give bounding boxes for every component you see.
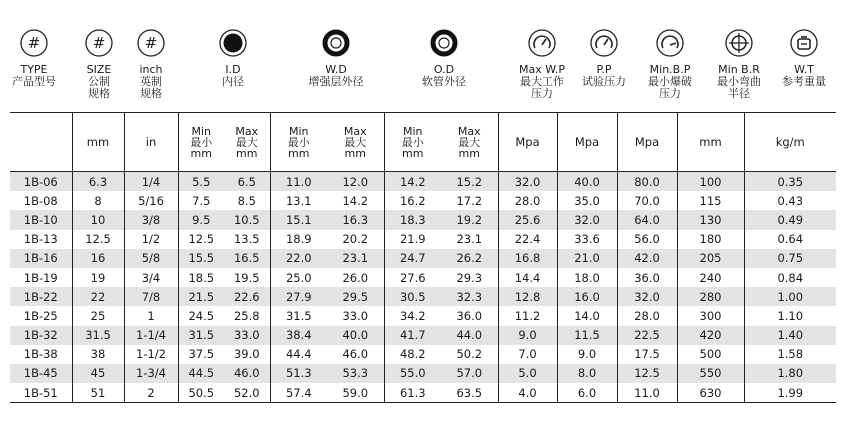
header-min-br (708, 28, 770, 100)
units-cell: Max 最大 mm (224, 113, 270, 172)
units-cell: Min 最小 mm (270, 113, 327, 172)
value-cell: 8.0 (557, 364, 617, 383)
units-cell: Min 最小 mm (178, 113, 224, 172)
header-sublabel: 英制 规格 (140, 75, 162, 100)
value-cell: 15.1 (270, 210, 327, 229)
value-cell: 40.0 (327, 326, 384, 345)
header-sublabel: 公制 规格 (88, 75, 110, 100)
value-cell: 12.5 (72, 230, 124, 249)
value-cell: 7.0 (498, 345, 557, 364)
value-cell: 10.5 (224, 210, 270, 229)
model-cell: 1B-22 (10, 287, 72, 306)
units-cell: Max 最大 mm (327, 113, 384, 172)
value-cell: 5.5 (178, 172, 224, 192)
value-cell: 16.2 (384, 191, 441, 210)
value-cell: 17.5 (617, 345, 677, 364)
header-max-wp (512, 28, 572, 100)
table-row (10, 326, 836, 345)
value-cell: 14.4 (498, 268, 557, 287)
table-row (10, 172, 836, 192)
value-cell: 7/8 (124, 287, 178, 306)
value-cell: 53.3 (327, 364, 384, 383)
value-cell: 2 (124, 383, 178, 403)
value-cell: 14.0 (557, 306, 617, 325)
table-row (10, 210, 836, 229)
units-cell: Max 最大 mm (441, 113, 498, 172)
table-row (10, 268, 836, 287)
value-cell: 9.0 (498, 326, 557, 345)
header-sublabel: 最小爆破 压力 (648, 75, 692, 100)
value-cell: 25 (72, 306, 124, 325)
value-cell: 0.43 (744, 191, 836, 210)
value-cell: 35.0 (557, 191, 617, 210)
header-wd (286, 28, 386, 88)
model-cell: 1B-45 (10, 364, 72, 383)
value-cell: 6.5 (224, 172, 270, 192)
table-row (10, 364, 836, 383)
value-cell: 1.99 (744, 383, 836, 403)
value-cell: 32.0 (557, 210, 617, 229)
value-cell: 0.35 (744, 172, 836, 192)
value-cell: 18.0 (557, 268, 617, 287)
value-cell: 10 (72, 210, 124, 229)
value-cell: 50.5 (178, 383, 224, 403)
value-cell: 59.0 (327, 383, 384, 403)
value-cell: 280 (677, 287, 744, 306)
value-cell: 9.5 (178, 210, 224, 229)
weight-icon (789, 28, 819, 58)
header-label: Min.B.P (649, 63, 691, 76)
value-cell: 44.0 (441, 326, 498, 345)
value-cell: 3/8 (124, 210, 178, 229)
value-cell: 31.5 (72, 326, 124, 345)
value-cell: 39.0 (233, 347, 260, 362)
value-cell: 18.9 (270, 230, 327, 249)
value-cell: 29.5 (327, 287, 384, 306)
value-cell: 33.0 (224, 326, 270, 345)
value-cell: 16.3 (327, 210, 384, 229)
value-cell: 57.4 (270, 383, 327, 403)
header-od (404, 28, 484, 88)
value-cell: 23.1 (456, 232, 483, 247)
value-cell: 20.2 (342, 232, 369, 247)
value-cell: 42.0 (617, 249, 677, 268)
spec-table (10, 112, 836, 403)
value-cell: 5/16 (124, 191, 178, 210)
value-cell: 44.5 (178, 364, 224, 383)
value-cell: 37.5 (178, 345, 224, 364)
value-cell: 64.0 (617, 210, 677, 229)
header-sublabel: 产品型号 (12, 75, 56, 88)
header-label: W.T (794, 63, 814, 76)
value-cell: 1/2 (124, 230, 178, 249)
value-cell: 63.5 (441, 383, 498, 403)
hash-icon (84, 28, 114, 58)
table-row (10, 249, 836, 268)
gauge-icon (589, 28, 619, 58)
value-cell: 1-1/4 (124, 326, 178, 345)
table-row (10, 191, 836, 210)
header-sublabel: 试验压力 (582, 75, 626, 88)
value-cell: 100 (677, 172, 744, 192)
value-cell: 550 (677, 364, 744, 383)
value-cell: 70.0 (617, 191, 677, 210)
value-cell: 1-1/2 (124, 345, 178, 364)
value-cell: 1 (124, 306, 178, 325)
value-cell: 420 (677, 326, 744, 345)
value-cell: 41.7 (384, 326, 441, 345)
value-cell: 9.0 (557, 345, 617, 364)
value-cell: 16.8 (498, 249, 557, 268)
value-cell: 27.6 (384, 268, 441, 287)
value-cell: 22 (72, 287, 124, 306)
value-cell: 1.58 (744, 345, 836, 364)
value-cell: 14.2 (384, 172, 441, 192)
value-cell: 14.2 (342, 193, 369, 208)
table-row (10, 287, 836, 306)
units-cell: Min 最小 mm (384, 113, 441, 172)
value-cell: 50.2 (456, 347, 483, 362)
value-cell: 46.0 (224, 364, 270, 383)
units-cell: mm (72, 113, 124, 172)
units-cell: Mpa (617, 113, 677, 172)
value-cell: 1/4 (124, 172, 178, 192)
ring-icon (429, 28, 459, 58)
value-cell: 8 (72, 191, 124, 210)
model-cell: 1B-10 (10, 210, 72, 229)
value-cell: 11.2 (498, 306, 557, 325)
header-size (76, 28, 122, 100)
units-cell-type (10, 113, 72, 172)
model-cell: 1B-19 (23, 270, 58, 285)
value-cell: 28.0 (617, 306, 677, 325)
units-cell: mm (677, 113, 744, 172)
value-cell: 1.40 (744, 326, 836, 345)
value-cell: 52.0 (224, 383, 270, 403)
value-cell: 57.0 (441, 364, 498, 383)
ring-icon (321, 28, 351, 58)
value-cell: 630 (677, 383, 744, 403)
header-wt (774, 28, 834, 88)
value-cell: 21.0 (557, 249, 617, 268)
value-cell: 16 (72, 249, 124, 268)
value-cell: 22.0 (270, 249, 327, 268)
value-cell: 7.5 (178, 191, 224, 210)
value-cell: 130 (677, 210, 744, 229)
value-cell: 13.1 (270, 191, 327, 210)
value-cell: 31.5 (270, 306, 327, 325)
header-inch (128, 28, 174, 100)
header-label: Min B.R (718, 63, 760, 76)
value-cell: 1.00 (744, 287, 836, 306)
value-cell: 1.80 (744, 364, 836, 383)
value-cell: 56.0 (617, 230, 677, 249)
table-row (10, 306, 836, 325)
units-row (10, 113, 836, 172)
value-cell: 61.3 (384, 383, 441, 403)
value-cell: 40.0 (557, 172, 617, 192)
header-id (193, 28, 273, 88)
value-cell: 12.8 (498, 287, 557, 306)
value-cell: 300 (677, 306, 744, 325)
units-cell: in (124, 113, 178, 172)
header-pp (576, 28, 632, 88)
value-cell: 4.0 (498, 383, 557, 403)
header-label: W.D (325, 63, 347, 76)
value-cell: 44.4 (270, 345, 327, 364)
value-cell: 26.0 (342, 270, 369, 285)
value-cell: 1.10 (744, 306, 836, 325)
value-cell: 13.5 (233, 232, 260, 247)
value-cell: 180 (677, 230, 744, 249)
value-cell: 16.5 (224, 249, 270, 268)
gauge-icon (655, 28, 685, 58)
value-cell: 19 (72, 268, 124, 287)
value-cell: 11.0 (617, 383, 677, 403)
header-sublabel: 增强层外径 (308, 75, 364, 88)
units-cell: kg/m (744, 113, 836, 172)
header-sublabel: 最大工作 压力 (520, 75, 564, 100)
value-cell: 25.6 (498, 210, 557, 229)
value-cell: 51 (72, 383, 124, 403)
value-cell: 11.0 (270, 172, 327, 192)
header-label: inch (139, 63, 163, 76)
value-cell: 30.5 (384, 287, 441, 306)
value-cell: 12.5 (178, 230, 224, 249)
model-cell: 1B-06 (10, 172, 72, 192)
svg-text:#: # (92, 34, 106, 52)
value-cell: 25.0 (270, 268, 327, 287)
value-cell: 45 (72, 364, 124, 383)
model-cell: 1B-13 (23, 232, 58, 247)
model-cell: 1B-25 (23, 308, 58, 323)
header-sublabel: 最小弯曲 半径 (717, 75, 761, 100)
value-cell: 19.5 (233, 270, 260, 285)
value-cell: 205 (677, 249, 744, 268)
value-cell: 12.5 (617, 364, 677, 383)
value-cell: 21.9 (384, 230, 441, 249)
header-min-bp (638, 28, 702, 100)
header-sublabel: 软管外径 (422, 75, 466, 88)
value-cell: 32.0 (498, 172, 557, 192)
value-cell: 8.5 (237, 193, 256, 208)
value-cell: 22.5 (617, 326, 677, 345)
table-row (10, 230, 836, 249)
value-cell: 55.0 (384, 364, 441, 383)
header-sublabel: 内径 (222, 75, 244, 88)
value-cell: 16.0 (557, 287, 617, 306)
model-cell: 1B-38 (23, 347, 58, 362)
value-cell: 51.3 (270, 364, 327, 383)
value-cell: 25.8 (233, 308, 260, 323)
hash-icon (19, 28, 49, 58)
value-cell: 115 (677, 191, 744, 210)
value-cell: 6.0 (557, 383, 617, 403)
value-cell: 38.4 (270, 326, 327, 345)
gauge-icon (527, 28, 557, 58)
svg-text:#: # (144, 34, 158, 52)
value-cell: 24.5 (178, 306, 224, 325)
header-label: P.P (596, 63, 612, 76)
value-cell: 500 (677, 345, 744, 364)
crosshair-icon (724, 28, 754, 58)
value-cell: 32.3 (441, 287, 498, 306)
value-cell: 11.5 (557, 326, 617, 345)
value-cell: 24.7 (384, 249, 441, 268)
hash-icon (136, 28, 166, 58)
value-cell: 27.9 (270, 287, 327, 306)
header-label: SIZE (86, 63, 112, 76)
value-cell: 0.75 (744, 249, 836, 268)
value-cell: 15.2 (441, 172, 498, 192)
value-cell: 3/4 (124, 268, 178, 287)
table-row (10, 345, 836, 364)
header-label: TYPE (20, 63, 48, 76)
value-cell: 29.3 (456, 270, 483, 285)
value-cell: 31.5 (178, 326, 224, 345)
filled-circle-icon (218, 28, 248, 58)
value-cell: 18.3 (384, 210, 441, 229)
header-sublabel: 参考重量 (782, 75, 826, 88)
value-cell: 6.3 (72, 172, 124, 192)
value-cell: 38 (72, 345, 124, 364)
header-type (2, 28, 66, 88)
value-cell: 23.1 (327, 249, 384, 268)
model-cell: 1B-16 (10, 249, 72, 268)
model-cell: 1B-32 (10, 326, 72, 345)
value-cell: 0.84 (744, 268, 836, 287)
value-cell: 32.0 (617, 287, 677, 306)
value-cell: 34.2 (384, 306, 441, 325)
table-row (10, 383, 836, 403)
header-label: O.D (433, 63, 455, 76)
value-cell: 1-3/4 (124, 364, 178, 383)
value-cell: 19.2 (441, 210, 498, 229)
value-cell: 240 (677, 268, 744, 287)
value-cell: 18.5 (178, 268, 224, 287)
value-cell: 21.5 (178, 287, 224, 306)
value-cell: 33.6 (557, 230, 617, 249)
value-cell: 5.0 (498, 364, 557, 383)
value-cell: 48.2 (384, 345, 441, 364)
value-cell: 0.64 (744, 230, 836, 249)
svg-text:#: # (27, 34, 41, 52)
column-header-strip (0, 0, 848, 112)
value-cell: 12.0 (327, 172, 384, 192)
model-cell: 1B-51 (10, 383, 72, 403)
value-cell: 22.6 (224, 287, 270, 306)
value-cell: 36.0 (456, 308, 483, 323)
units-cell: Mpa (498, 113, 557, 172)
value-cell: 15.5 (178, 249, 224, 268)
value-cell: 22.4 (498, 230, 557, 249)
model-cell: 1B-08 (23, 193, 58, 208)
value-cell: 33.0 (342, 308, 369, 323)
value-cell: 28.0 (498, 191, 557, 210)
value-cell: 26.2 (441, 249, 498, 268)
value-cell: 36.0 (617, 268, 677, 287)
units-cell: Mpa (557, 113, 617, 172)
value-cell: 0.49 (744, 210, 836, 229)
value-cell: 80.0 (617, 172, 677, 192)
value-cell: 17.2 (456, 193, 483, 208)
value-cell: 5/8 (124, 249, 178, 268)
header-label: Max W.P (519, 63, 565, 76)
header-label: I.D (225, 63, 241, 76)
value-cell: 46.0 (342, 347, 369, 362)
